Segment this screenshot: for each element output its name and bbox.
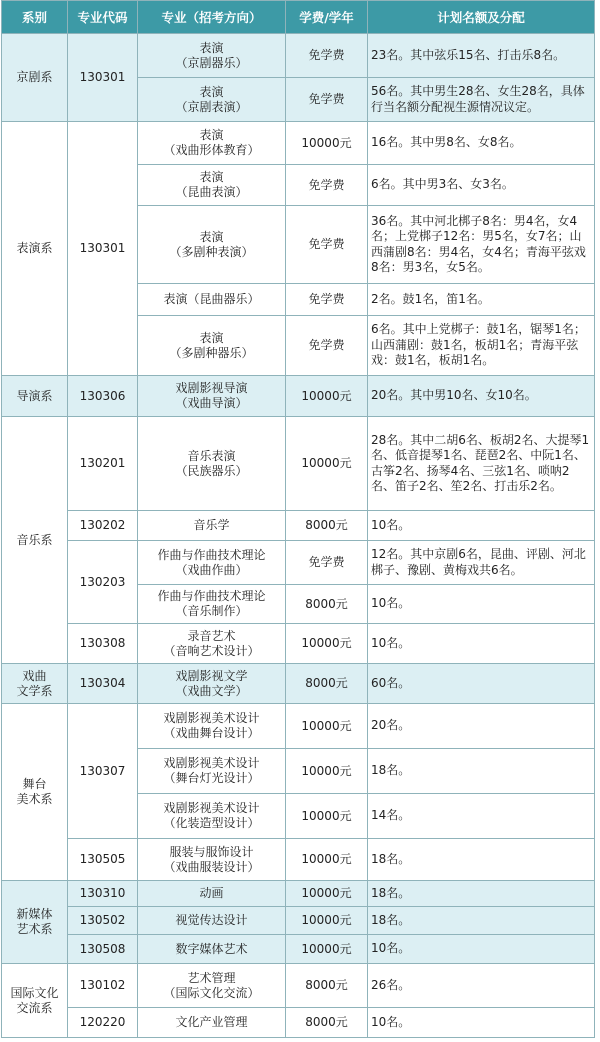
tuition-cell: 10000元 — [286, 704, 368, 749]
tuition-cell: 免学费 — [286, 284, 368, 316]
major-cell: 录音艺术 （音响艺术设计） — [138, 624, 286, 664]
code-cell: 130102 — [68, 964, 138, 1008]
table-row — [2, 1008, 595, 1038]
tuition-cell: 免学费 — [286, 316, 368, 376]
quota-cell: 60名。 — [368, 664, 595, 704]
major-cell: 戏剧影视美术设计 （舞台灯光设计） — [138, 749, 286, 794]
tuition-cell: 免学费 — [286, 206, 368, 284]
quota-cell: 6名。其中上党梆子：鼓1名，锯琴1名；山西蒲剧：鼓1名，板胡1名；青海平弦戏：鼓1名，板胡1名。 — [368, 316, 595, 376]
major-cell: 数字媒体艺术 — [138, 935, 286, 964]
table-row — [2, 704, 595, 749]
table-row — [2, 417, 595, 511]
table-row — [2, 964, 595, 1008]
code-cell: 130308 — [68, 624, 138, 664]
major-cell: 表演 （京剧表演） — [138, 78, 286, 122]
department-cell: 京剧系 — [2, 34, 68, 122]
quota-cell: 18名。 — [368, 907, 595, 935]
tuition-cell: 10000元 — [286, 624, 368, 664]
quota-cell: 26名。 — [368, 964, 595, 1008]
quota-cell: 56名。其中男生28名、女生28名，具体行当名额分配视生源情况议定。 — [368, 78, 595, 122]
department-cell: 导演系 — [2, 376, 68, 417]
quota-cell: 10名。 — [368, 935, 595, 964]
table-row — [2, 511, 595, 541]
quota-cell: 20名。 — [368, 704, 595, 749]
header-code: 专业代码 — [68, 1, 138, 34]
tuition-cell: 免学费 — [286, 165, 368, 206]
major-cell: 作曲与作曲技术理论 （戏曲作曲） — [138, 541, 286, 585]
code-cell: 130306 — [68, 376, 138, 417]
tuition-cell: 8000元 — [286, 511, 368, 541]
code-cell: 130505 — [68, 839, 138, 881]
code-cell: 130508 — [68, 935, 138, 964]
department-cell: 戏曲 文学系 — [2, 664, 68, 704]
quota-cell: 36名。其中河北梆子8名：男4名，女4名；上党梆子12名：男5名，女7名；山西蒲剧8名：男4名，女4名；青海平弦戏8名：男3名，女5名。 — [368, 206, 595, 284]
table-row — [2, 935, 595, 964]
tuition-cell: 10000元 — [286, 794, 368, 839]
major-cell: 表演 （多剧种表演） — [138, 206, 286, 284]
code-cell: 130502 — [68, 907, 138, 935]
table-row — [2, 376, 595, 417]
code-cell: 130301 — [68, 34, 138, 122]
table-row — [2, 541, 595, 585]
quota-cell: 10名。 — [368, 1008, 595, 1038]
tuition-cell: 10000元 — [286, 935, 368, 964]
quota-cell: 2名。鼓1名，笛1名。 — [368, 284, 595, 316]
major-cell: 音乐表演 （民族器乐） — [138, 417, 286, 511]
major-cell: 服装与服饰设计 （戏曲服装设计） — [138, 839, 286, 881]
major-cell: 戏剧影视美术设计 （戏曲舞台设计） — [138, 704, 286, 749]
major-cell: 表演 （昆曲表演） — [138, 165, 286, 206]
major-cell: 表演 （戏曲形体教育） — [138, 122, 286, 165]
code-cell: 130201 — [68, 417, 138, 511]
table-row — [2, 839, 595, 881]
quota-cell: 12名。其中京剧6名，昆曲、评剧、河北梆子、豫剧、黄梅戏共6名。 — [368, 541, 595, 585]
department-cell: 表演系 — [2, 122, 68, 376]
tuition-cell: 10000元 — [286, 417, 368, 511]
department-cell: 舞台 美术系 — [2, 704, 68, 881]
tuition-cell: 免学费 — [286, 78, 368, 122]
table-row — [2, 122, 595, 165]
tuition-cell: 免学费 — [286, 34, 368, 78]
code-cell: 130304 — [68, 664, 138, 704]
table-row — [2, 881, 595, 907]
major-cell: 戏剧影视文学 （戏曲文学） — [138, 664, 286, 704]
tuition-cell: 10000元 — [286, 749, 368, 794]
major-cell: 戏剧影视导演 （戏曲导演） — [138, 376, 286, 417]
major-cell: 动画 — [138, 881, 286, 907]
quota-cell: 18名。 — [368, 881, 595, 907]
major-cell: 视觉传达设计 — [138, 907, 286, 935]
quota-cell: 18名。 — [368, 749, 595, 794]
code-cell: 130301 — [68, 122, 138, 376]
quota-cell: 6名。其中男3名、女3名。 — [368, 165, 595, 206]
tuition-cell: 10000元 — [286, 122, 368, 165]
table-row — [2, 34, 595, 78]
department-cell: 国际文化 交流系 — [2, 964, 68, 1038]
tuition-cell: 8000元 — [286, 585, 368, 624]
tuition-cell: 10000元 — [286, 839, 368, 881]
quota-cell: 10名。 — [368, 585, 595, 624]
code-cell: 130202 — [68, 511, 138, 541]
major-cell: 表演（昆曲器乐） — [138, 284, 286, 316]
table-row — [2, 624, 595, 664]
major-cell: 表演 （多剧种器乐） — [138, 316, 286, 376]
tuition-cell: 8000元 — [286, 664, 368, 704]
tuition-cell: 8000元 — [286, 1008, 368, 1038]
major-cell: 戏剧影视美术设计 （化装造型设计） — [138, 794, 286, 839]
code-cell: 130307 — [68, 704, 138, 839]
code-cell: 130203 — [68, 541, 138, 624]
table-header-row — [2, 1, 595, 34]
quota-cell: 28名。其中二胡6名、板胡2名、大提琴1名、低音提琴1名、琵琶2名、中阮1名、古筝2名、扬琴4名、三弦1名、唢呐2名、笛子2名、笙2名、打击乐2名。 — [368, 417, 595, 511]
major-cell: 作曲与作曲技术理论 （音乐制作） — [138, 585, 286, 624]
header-tuition: 学费/学年 — [286, 1, 368, 34]
major-cell: 表演 （京剧器乐） — [138, 34, 286, 78]
code-cell: 130310 — [68, 881, 138, 907]
major-cell: 艺术管理 （国际文化交流） — [138, 964, 286, 1008]
header-major: 专业（招考方向） — [138, 1, 286, 34]
tuition-cell: 10000元 — [286, 907, 368, 935]
tuition-cell: 8000元 — [286, 964, 368, 1008]
quota-cell: 20名。其中男10名、女10名。 — [368, 376, 595, 417]
tuition-cell: 免学费 — [286, 541, 368, 585]
quota-cell: 10名。 — [368, 624, 595, 664]
table-row — [2, 907, 595, 935]
header-quota: 计划名额及分配 — [368, 1, 595, 34]
major-cell: 文化产业管理 — [138, 1008, 286, 1038]
code-cell: 120220 — [68, 1008, 138, 1038]
quota-cell: 23名。其中弦乐15名、打击乐8名。 — [368, 34, 595, 78]
quota-cell: 14名。 — [368, 794, 595, 839]
table-row — [2, 664, 595, 704]
department-cell: 音乐系 — [2, 417, 68, 664]
quota-cell: 16名。其中男8名、女8名。 — [368, 122, 595, 165]
header-department: 系别 — [2, 1, 68, 34]
quota-cell: 10名。 — [368, 511, 595, 541]
major-cell: 音乐学 — [138, 511, 286, 541]
tuition-cell: 10000元 — [286, 881, 368, 907]
tuition-cell: 10000元 — [286, 376, 368, 417]
enrollment-plan-table — [1, 0, 595, 1038]
quota-cell: 18名。 — [368, 839, 595, 881]
department-cell: 新媒体 艺术系 — [2, 881, 68, 964]
